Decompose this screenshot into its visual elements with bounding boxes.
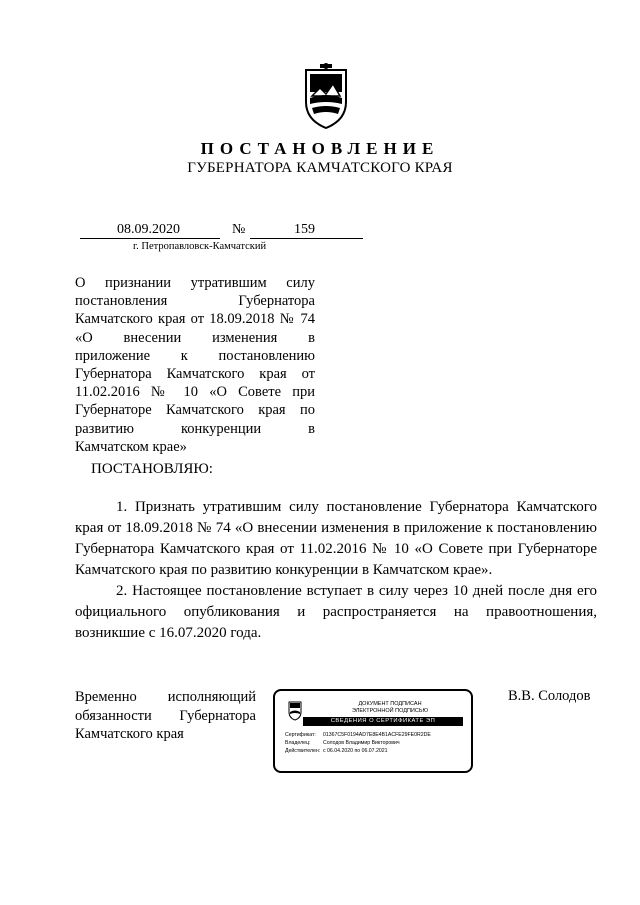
stamp-valid-row (285, 748, 388, 754)
document-subtitle: ГУБЕРНАТОРА КАМЧАТСКОГО КРАЯ (187, 160, 453, 176)
stamp-label: Владелец: (285, 740, 311, 746)
stamp-value: Солодов Владимир Викторович (323, 740, 400, 746)
document-date: 08.09.2020 (117, 222, 180, 237)
electronic-signature-stamp (273, 689, 473, 773)
number-sign: № (232, 222, 246, 237)
document-title: ПОСТАНОВЛЕНИЕ (200, 139, 440, 158)
subject-line: 11.02.2016 № 10 «О Совете при (75, 384, 315, 401)
stamp-owner-row (285, 740, 400, 746)
stamp-label: Действителен: (285, 748, 321, 754)
subject-line: постановления Губернатора (75, 293, 315, 310)
stamp-cert-row (285, 732, 431, 738)
position-line: Камчатского края (75, 726, 184, 742)
stamp-heading-line: ДОКУМЕНТ ПОДПИСАН (358, 701, 422, 707)
subject-line: О признании утратившим силу (75, 275, 315, 291)
paragraph-2: 2. Настоящее постановление вступает в силу через 10 дней после дня его официального опубликования и распространяется на правоотношения, возникшие с 16.07.2020 года. (75, 583, 597, 641)
stamp-emblem-icon (287, 699, 303, 721)
signatory-position (75, 688, 256, 744)
subject-line: приложение к постановлению (75, 347, 315, 364)
signatory-name: В.В. Солодов (508, 688, 591, 704)
subject-line: Губернаторе Камчатского края по (75, 402, 315, 419)
date-underline (80, 238, 220, 239)
number-underline (250, 238, 363, 239)
subject-line: Камчатском крае» (75, 438, 187, 455)
subject-line: «О внесении изменения в (75, 329, 315, 346)
document-subject (75, 274, 315, 456)
coat-of-arms-emblem (300, 62, 352, 130)
stamp-value: с 06.04.2020 по 06.07.2021 (323, 748, 388, 754)
stamp-certificate-bar: СВЕДЕНИЯ О СЕРТИФИКАТЕ ЭП (303, 717, 463, 726)
subject-line: развитию конкуренции в (75, 420, 315, 437)
position-line: обязанности Губернатора (75, 707, 256, 724)
document-number: 159 (294, 222, 315, 237)
paragraph-1: 1. Признать утратившим силу постановление Губернатора Камчатского края от 18.09.2018 № 74 «О внесении изменения в приложение к постановлению Губернатора Камчатского края от 11.02.2016 № 10 «О Совете при Губернаторе Камчатского края по развитию конкуренции в Камчатском крае». (75, 499, 597, 578)
stamp-label: Сертификат: (285, 732, 316, 738)
city-line: г. Петропавловск-Камчатский (133, 241, 267, 252)
position-line: Временно исполняющий (75, 689, 256, 705)
decree-heading: ПОСТАНОВЛЯЮ: (91, 461, 213, 477)
stamp-heading (315, 701, 465, 715)
subject-line: Губернатора Камчатского края от (75, 366, 315, 383)
subject-line: Камчатского края от 18.09.2018 № 74 (75, 311, 315, 328)
stamp-value: 01367C5F0194AD7E8E4B1ACFE29FE0R2DE (323, 732, 431, 738)
stamp-heading-line: ЭЛЕКТРОННОЙ ПОДПИСЬЮ (351, 708, 429, 714)
document-body (75, 497, 597, 644)
